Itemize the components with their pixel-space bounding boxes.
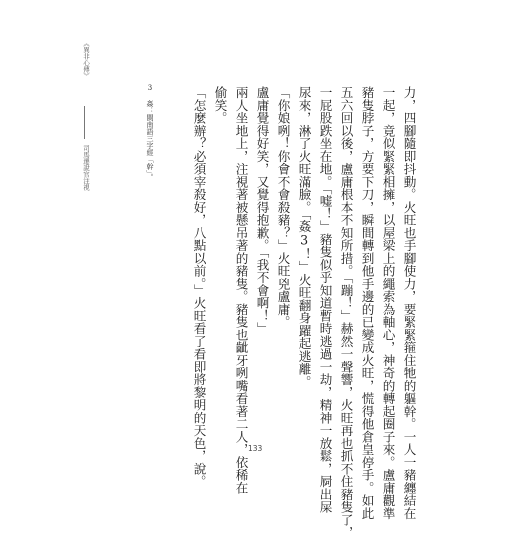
page-number: 133 — [248, 444, 263, 453]
body-line-6: 尿來，淋了火旺滿臉。「姦3！」火旺翻身躍起逃離。 — [296, 86, 312, 389]
body-line-8: 盧庸覺得好笑，又覺得抱歉。「我不會啊！」 — [254, 86, 270, 335]
running-header-series: 《異非心傳》 — [82, 40, 90, 79]
body-line-3: 豬隻脖子，方要下刀，瞬間轉到他手邊的已變成火旺，慌得他倉皇停手。如此 — [359, 86, 375, 520]
body-line-9: 兩人坐地上，注視著被懸吊著的豬隻。豬隻也齜牙咧嘴看著二人，依稀在 — [233, 86, 249, 494]
body-line-10: 偷笑。 — [212, 86, 228, 125]
body-line-4: 五六回以後，盧庸根本不知所措。「蹦！」赫然一聲響，火旺再也抓不住豬隻了， — [338, 86, 354, 539]
body-line-11: 「怎麼辦？必須宰殺好，八點以前。」火旺看了看即將黎明的天色，說。 — [191, 86, 207, 488]
running-header-divider — [84, 106, 85, 139]
body-line-5: 一屁股跌坐在地。「嘘！」豬隻似乎知道暫時逃過一劫，精神一放鬆，屙出屎 — [317, 86, 333, 514]
footnote: 3 姦：閩南語三字經「幹」。 — [146, 84, 154, 181]
running-header-book-title: 司馬遷說官注視 — [82, 145, 90, 191]
body-line-7: 「你娘咧！你會不會殺豬？」火旺兇盧庸。 — [275, 86, 291, 329]
body-line-2: 一起，竟似緊緊相擁，以屋梁上的繩索為軸心，神奇的轉起圈子來。盧庸觀準 — [380, 86, 396, 520]
body-line-1: 力，四腳隨即抖動。火旺也手腳使力，要緊緊箍住牠的軀幹。一人一豬纏結在 — [401, 86, 417, 520]
